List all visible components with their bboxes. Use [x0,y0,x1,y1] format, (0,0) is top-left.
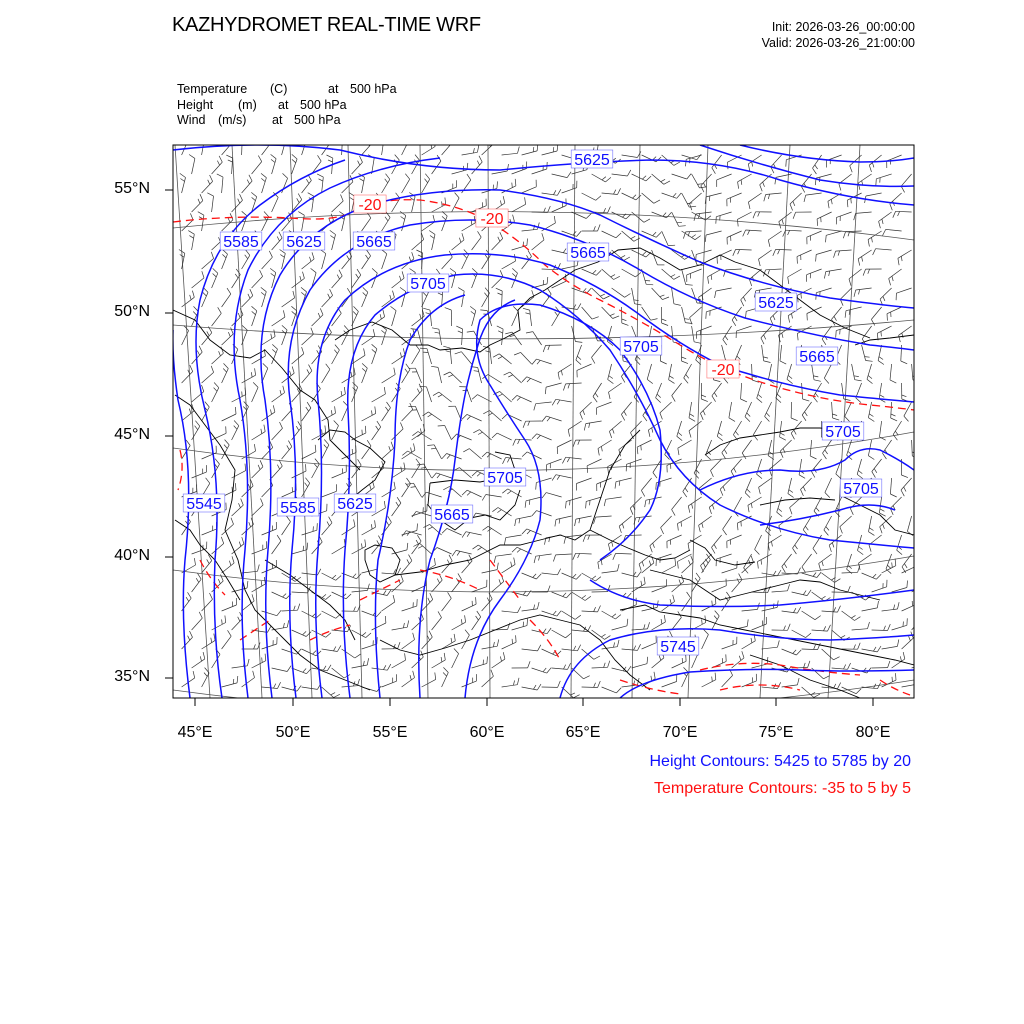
temperature-contour-label [707,360,739,379]
lat-label-55: 55°N [114,180,150,197]
svg-text:-20: -20 [358,197,382,214]
svg-text:5625: 5625 [337,496,373,513]
height-contour-label [840,479,882,498]
height-contour-label [277,498,319,517]
svg-text:5625: 5625 [286,234,322,251]
init-time: Init: 2026-03-26_00:00:00 [771,20,915,34]
svg-text:5585: 5585 [280,500,316,517]
svg-text:5745: 5745 [660,639,696,656]
lon-label-70: 70°E [662,724,698,741]
field-height: Height (m) at 500 hPa [177,97,347,112]
height-contour-label [657,637,699,656]
svg-text:-20: -20 [711,362,735,379]
lat-label-45: 45°N [114,426,150,443]
svg-text:5585: 5585 [223,234,259,251]
height-contour-label [484,468,526,487]
svg-text:5705: 5705 [410,276,446,293]
svg-text:5545: 5545 [186,496,222,513]
svg-text:5665: 5665 [356,234,392,251]
lon-label-75: 75°E [758,724,794,741]
height-contour-label [334,494,376,513]
height-contour-label [283,232,325,251]
height-contour-label [220,232,262,251]
lon-label-65: 65°E [565,724,601,741]
height-contour-label [620,337,662,356]
height-contour-legend: Height Contours: 5425 to 5785 by 20 [649,753,911,770]
valid-time: Valid: 2026-03-26_21:00:00 [761,36,915,50]
svg-text:5625: 5625 [758,295,794,312]
lon-label-80: 80°E [855,724,891,741]
field-temperature: Temperature (C) at 500 hPa [177,82,397,96]
svg-text:5705: 5705 [825,424,861,441]
height-contour-label [755,293,797,312]
lon-label-45: 45°E [177,724,213,741]
svg-text:5705: 5705 [843,481,879,498]
height-contour-label [822,422,864,441]
svg-text:5665: 5665 [434,507,470,524]
height-contour-label [567,243,609,262]
svg-text:5705: 5705 [623,339,659,356]
map-title: KAZHYDROMET REAL-TIME WRF [172,14,481,36]
lat-label-50: 50°N [114,303,150,320]
lat-label-35: 35°N [114,668,150,685]
field-wind: Wind (m/s) at 500 hPa [177,113,341,127]
lon-label-60: 60°E [469,724,505,741]
lon-label-50: 50°E [275,724,311,741]
lat-label-40: 40°N [114,547,150,564]
height-contour-label [571,150,613,169]
height-contour-label [183,494,225,513]
svg-text:5665: 5665 [570,245,606,262]
svg-text:5665: 5665 [799,349,835,366]
temperature-contour-legend: Temperature Contours: -35 to 5 by 5 [653,780,911,797]
temperature-contour-label [476,209,508,228]
height-contour-label [431,505,473,524]
temperature-contour-label [354,195,386,214]
height-contour-label [407,274,449,293]
svg-text:-20: -20 [480,211,504,228]
height-contour-label [353,232,395,251]
svg-text:5625: 5625 [574,152,610,169]
svg-text:5705: 5705 [487,470,523,487]
lon-label-55: 55°E [372,724,408,741]
height-contour-label [796,347,838,366]
